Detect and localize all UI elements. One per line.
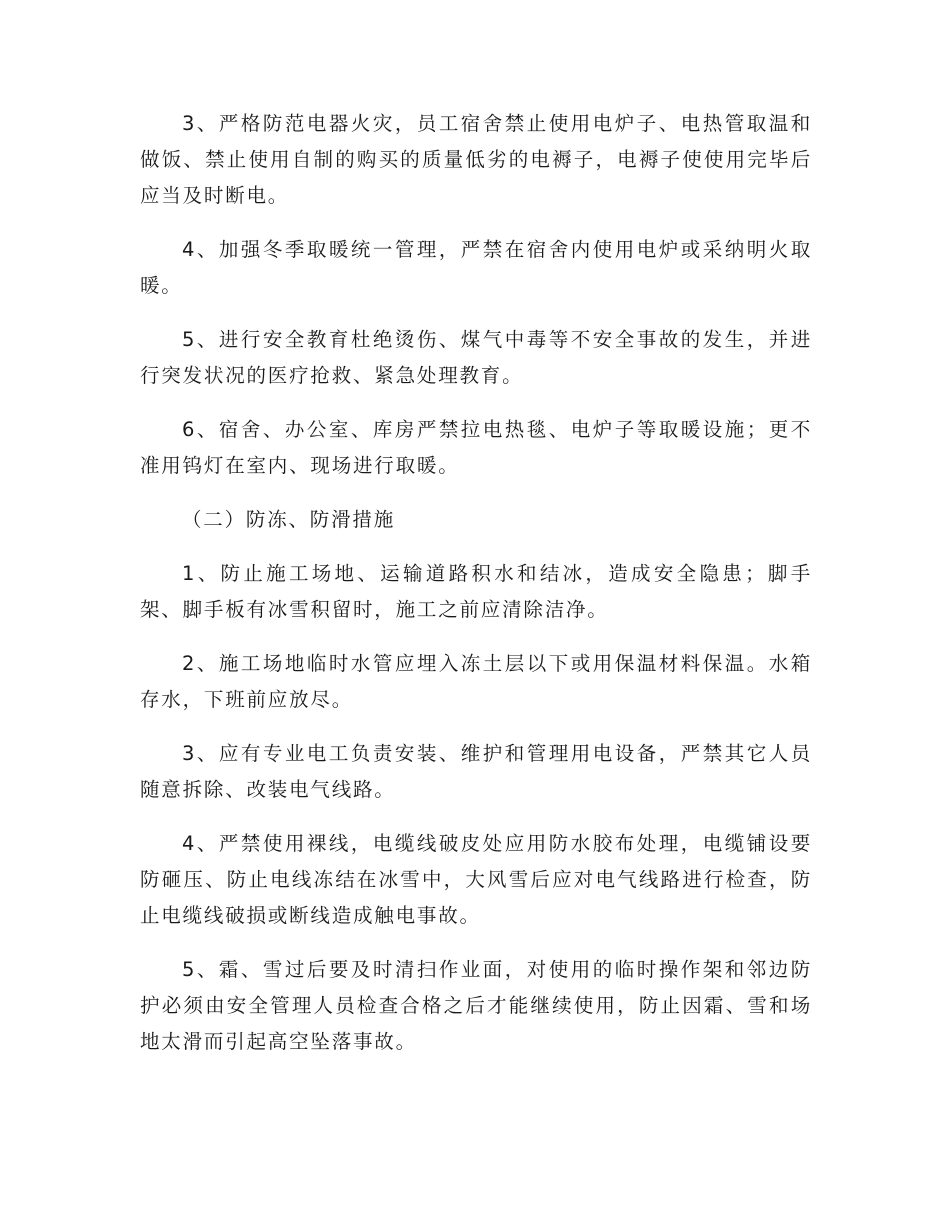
paragraph-item-5-safety-education: 5、进行安全教育杜绝烫伤、煤气中毒等不安全事故的发生，并进行突发状况的医疗抢救、紧急处理教育。 [140, 328, 812, 387]
paragraph-item-4-heating-management: 4、加强冬季取暖统一管理，严禁在宿舍内使用电炉或采纳明火取暖。 [140, 238, 812, 297]
paragraph-item-1-icing-prevention: 1、防止施工场地、运输道路积水和结冰，造成安全隐患；脚手架、脚手板有冰雪积留时，施工之前应清除洁净。 [140, 562, 812, 621]
paragraph-item-4-cables: 4、严禁使用裸线，电缆线破皮处应用防水胶布处理，电缆铺设要防砸压、防止电线冻结在冰雪中，大风雪后应对电气线路进行检查，防止电缆线破损或断线造成触电事故。 [140, 832, 812, 927]
paragraph-item-3-electrical-fire: 3、严格防范电器火灾，员工宿舍禁止使用电炉子、电热管取温和做饭、禁止使用自制的购买的质量低劣的电褥子，电褥子使使用完毕后应当及时断电。 [140, 112, 812, 207]
paragraph-item-6-heating-ban: 6、宿舍、办公室、库房严禁拉电热毯、电炉子等取暖设施；更不准用钨灯在室内、现场进行取暖。 [140, 418, 812, 477]
paragraph-item-2-water-pipes: 2、施工场地临时水管应埋入冻土层以下或用保温材料保温。水箱存水，下班前应放尽。 [140, 652, 812, 711]
document-body [140, 106, 812, 1078]
section-heading: （二）防冻、防滑措施 [182, 508, 396, 531]
paragraph-item-5-frost-snow: 5、霜、雪过后要及时清扫作业面，对使用的临时操作架和邻边防护必须由安全管理人员检查合格之后才能继续使用，防止因霜、雪和场地太滑而引起高空坠落事故。 [140, 958, 812, 1053]
paragraph-item-3-electrician: 3、应有专业电工负责安装、维护和管理用电设备，严禁其它人员随意拆除、改装电气线路。 [140, 742, 812, 801]
